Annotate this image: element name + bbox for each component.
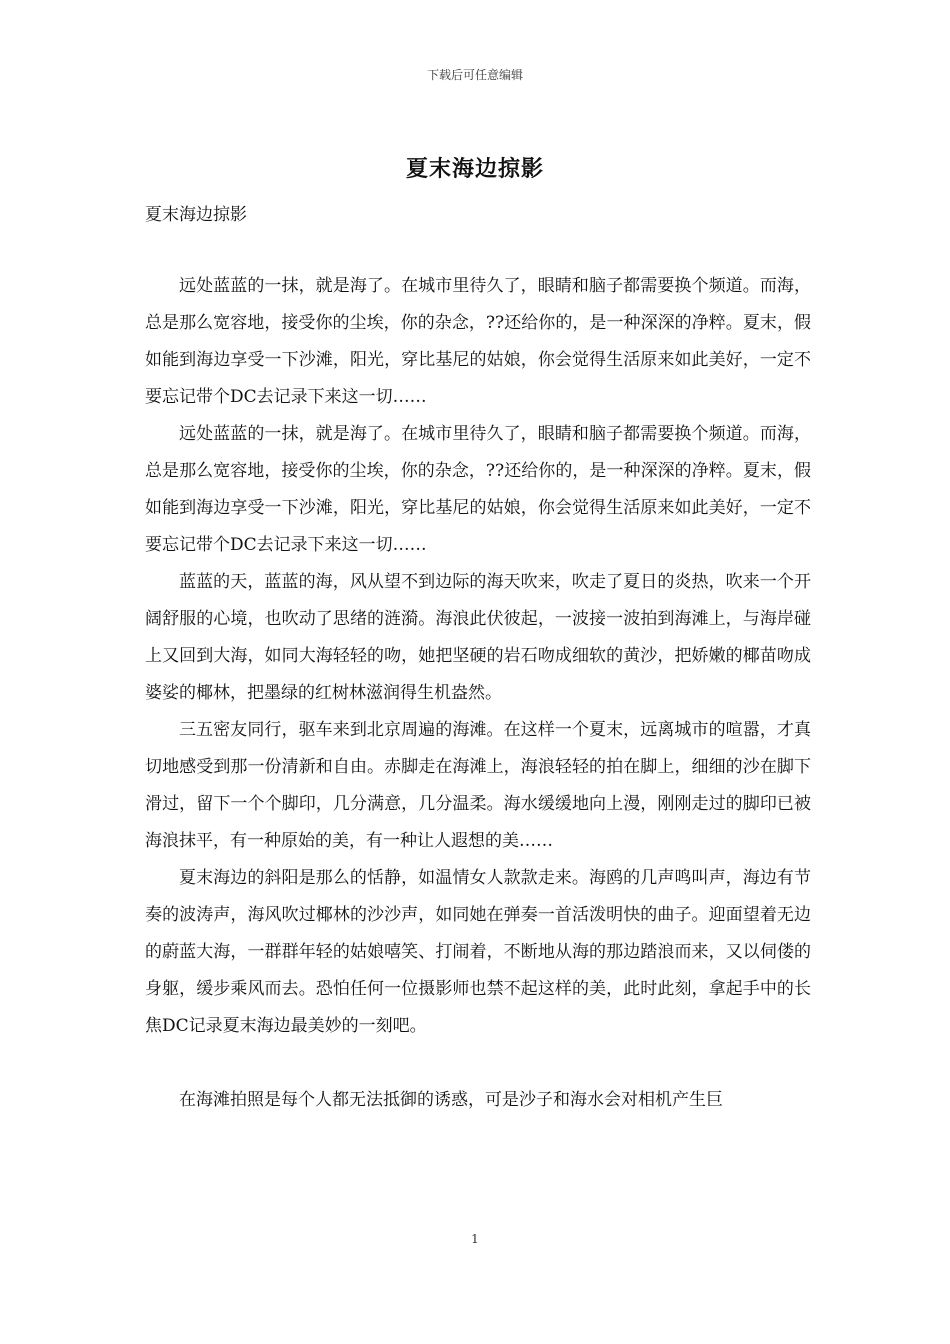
document-subtitle: 夏末海边掠影 bbox=[145, 205, 247, 225]
paragraph: 远处蓝蓝的一抹，就是海了。在城市里待久了，眼睛和脑子都需要换个频道。而海，总是那么宽容地，接受你的尘埃，你的杂念，??还给你的，是一种深深的净粹。夏末，假如能到海边享受一下沙滩，阳光，穿比基尼的姑娘，你会觉得生活原来如此美好，一定不要忘记带个DC去记录下来这一切…… bbox=[145, 424, 811, 555]
paragraph: 远处蓝蓝的一抹，就是海了。在城市里待久了，眼睛和脑子都需要换个频道。而海，总是那么宽容地，接受你的尘埃，你的杂念，??还给你的，是一种深深的净粹。夏末，假如能到海边享受一下沙滩，阳光，穿比基尼的姑娘，你会觉得生活原来如此美好，一定不要忘记带个DC去记录下来这一切…… bbox=[145, 276, 811, 407]
paragraph: 蓝蓝的天，蓝蓝的海，风从望不到边际的海天吹来，吹走了夏日的炎热，吹来一个开阔舒服的心境，也吹动了思绪的涟漪。海浪此伏彼起，一波接一波拍到海滩上，与海岸碰上又回到大海，如同大海轻轻的吻，她把坚硬的岩石吻成细软的黄沙，把娇嫩的椰苗吻成婆娑的椰林，把墨绿的红树林滋润得生机盎然。 bbox=[145, 572, 811, 703]
paragraph: 在海滩拍照是每个人都无法抵御的诱惑，可是沙子和海水会对相机产生巨 bbox=[179, 1090, 723, 1110]
paragraph: 夏末海边的斜阳是那么的恬静，如温情女人款款走来。海鸥的几声鸣叫声，海边有节奏的波涛声，海风吹过椰林的沙沙声，如同她在弹奏一首活泼明快的曲子。迎面望着无边的蔚蓝大海，一群群年轻的姑娘嘻笑、打闹着，不断地从海的那边踏浪而来，又以伺偻的身躯，缓步乘风而去。恐怕任何一位摄影师也禁不起这样的美，此时此刻，拿起手中的长焦DC记录夏末海边最美妙的一刻吧。 bbox=[145, 868, 811, 1036]
paragraph: 三五密友同行，驱车来到北京周遍的海滩。在这样一个夏末，远离城市的喧嚣，才真切地感受到那一份清新和自由。赤脚走在海滩上，海浪轻轻的拍在脚上，细细的沙在脚下滑过，留下一个个脚印，几分满意，几分温柔。海水缓缓地向上漫，刚刚走过的脚印已被海浪抹平，有一种原始的美，有一种让人遐想的美…… bbox=[145, 720, 811, 851]
page-number: 1 bbox=[471, 1232, 479, 1246]
document-title: 夏末海边掠影 bbox=[405, 156, 544, 182]
page-header-note: 下载后可任意编辑 bbox=[426, 68, 523, 82]
document-body bbox=[145, 268, 811, 1119]
